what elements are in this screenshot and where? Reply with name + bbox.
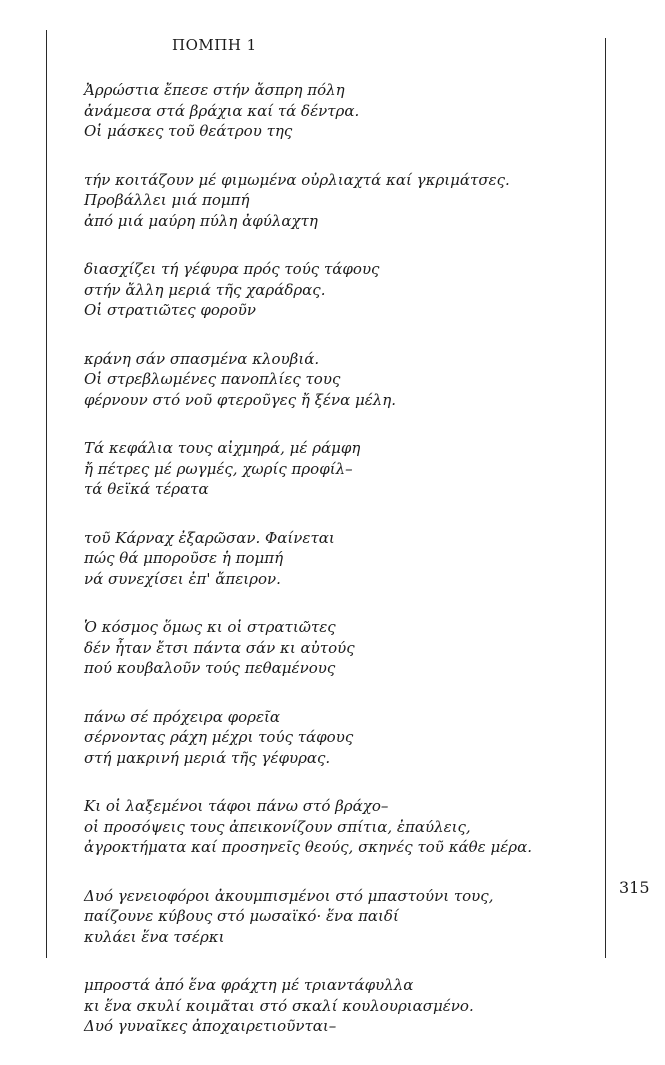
poem-line: τοῦ Κάρναχ ἐξαρῶσαν. Φαίνεται <box>84 528 335 547</box>
stanza <box>84 796 599 858</box>
poem-line: παίζουνε κύβους στό μωσαϊκό· ἕνα παιδί <box>84 907 399 925</box>
stanza <box>84 349 599 411</box>
poem-line: ἀγροκτήματα καί προσηνεῖς θεούς, σκηνές τοῦ κάθε μέρα. <box>84 838 533 856</box>
poem-line: Τά κεφάλια τους αἰχμηρά, μέ ράμφη <box>84 439 361 457</box>
poem-line: Ὁ κόσμος ὅμως κι οἱ στρατιῶτες <box>84 618 336 636</box>
poem-line: τήν κοιτάζουν μέ φιμωμένα οὐρλιαχτά καί γκριμάτσες. <box>84 170 510 189</box>
poem-line: Οἱ μάσκες τοῦ θεάτρου της <box>84 122 293 140</box>
page-number: 315 <box>619 878 650 897</box>
poem-line: Οἱ στρατιῶτες φοροῦν <box>84 301 256 319</box>
stanza <box>84 80 599 142</box>
poem-line: ἀπό μιά μαύρη πύλη ἀφύλαχτη <box>84 211 318 230</box>
left-margin-rule <box>46 30 47 958</box>
stanza <box>84 975 599 1037</box>
stanza <box>84 528 599 590</box>
poem-line: πού κουβαλοῦν τούς πεθαμένους <box>84 659 336 677</box>
poem-line: διασχίζει τή γέφυρα πρός τούς τάφους <box>84 260 380 278</box>
poem-line: στήν ἄλλη μεριά τῆς χαράδρας. <box>84 280 326 299</box>
stanza <box>84 438 599 500</box>
poem-line: τά θεϊκά τέρατα <box>84 480 209 498</box>
stanza <box>84 617 599 679</box>
poem-line: κράνη σάν σπασμένα κλουβιά. <box>84 349 320 368</box>
poem-line: ἤ πέτρες μέ ρωγμές, χωρίς προφίλ– <box>84 459 353 478</box>
poem-line: κυλάει ἕνα τσέρκι <box>84 927 225 946</box>
poem-line: ἀνάμεσα στά βράχια καί τά δέντρα. <box>84 101 360 120</box>
poem-line: Προβάλλει μιά πομπή <box>84 191 250 209</box>
stanza <box>84 707 599 769</box>
poem-line: σέρνοντας ράχη μέχρι τούς τάφους <box>84 728 354 746</box>
poem-line: κι ἕνα σκυλί κοιμᾶται στό σκαλί κουλουριασμένο. <box>84 996 474 1015</box>
poem-line: πάνω σέ πρόχειρα φορεῖα <box>84 707 281 726</box>
poem-line: μπροστά ἀπό ἕνα φράχτη μέ τριαντάφυλλα <box>84 976 414 994</box>
poem-line: πώς θά μποροῦσε ἡ πομπή <box>84 549 284 567</box>
poem-line: Οἱ στρεβλωμένες πανοπλίες τους <box>84 370 341 388</box>
poem-line: Κι οἱ λαξεμένοι τάφοι πάνω στό βράχο– <box>84 797 389 815</box>
poem-title: ΠΟΜΠΗ 1 <box>172 36 257 54</box>
poem-line: φέρνουν στό νοῦ φτεροῦγες ἤ ξένα μέλη. <box>84 390 397 409</box>
poem-line: νά συνεχίσει ἐπ' ἄπειρον. <box>84 569 281 588</box>
poem-line: Δυό γυναῖκες ἀποχαιρετιοῦνται– <box>84 1017 337 1035</box>
stanza <box>84 259 599 321</box>
poem-line: Δυό γενειοφόροι ἀκουμπισμένοι στό μπαστούνι τους, <box>84 886 494 905</box>
poem-line: οἱ προσόψεις τους ἀπεικονίζουν σπίτια, ἐπαύλεις, <box>84 817 471 836</box>
stanza <box>84 170 599 232</box>
right-margin-rule <box>605 38 606 958</box>
poem-line: δέν ἦταν ἔτσι πάντα σάν κι αὐτούς <box>84 638 355 657</box>
poem-line: Ἀρρώστια ἔπεσε στήν ἄσπρη πόλη <box>84 81 345 99</box>
poem-body <box>84 80 599 1065</box>
poem-line: στή μακρινή μεριά τῆς γέφυρας. <box>84 748 331 767</box>
stanza <box>84 886 599 948</box>
